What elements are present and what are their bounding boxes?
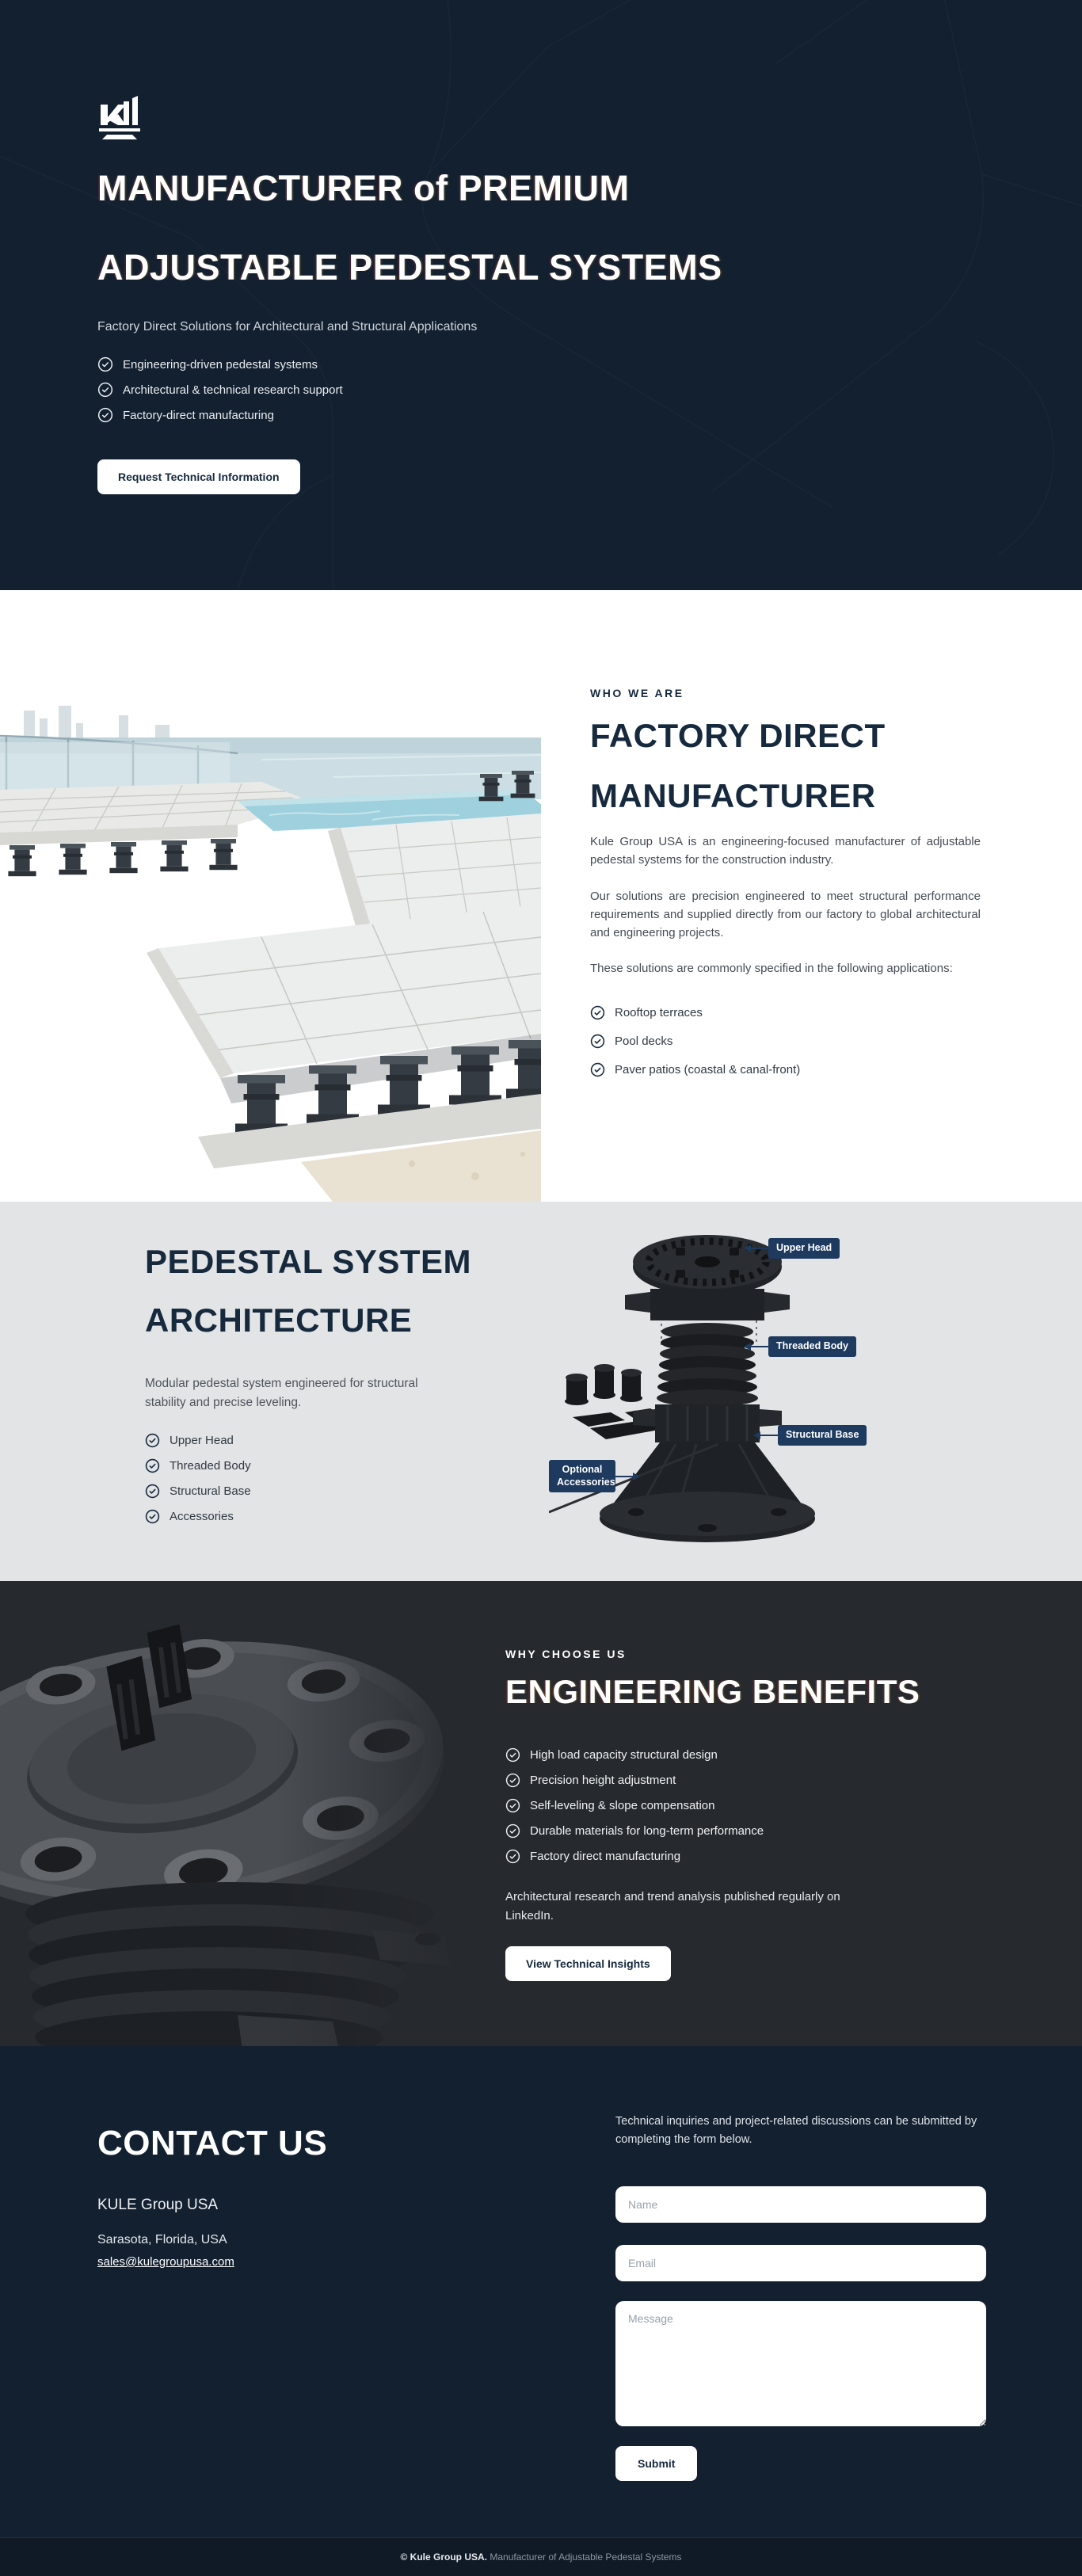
pedestal-photo — [0, 1581, 499, 2046]
benefits-content — [505, 1581, 981, 2046]
hero-subtitle: Factory Direct Solutions for Architectural and Structural Applications — [97, 320, 478, 333]
checklist-label: Structural Base — [170, 1484, 251, 1499]
check-circle-icon — [97, 382, 113, 398]
about-heading-line1: FACTORY DIRECT — [590, 717, 886, 754]
check-circle-icon — [145, 1509, 160, 1524]
arrow-left-icon — [744, 1244, 751, 1252]
checklist-label: High load capacity structural design — [530, 1748, 718, 1762]
request-technical-information-button[interactable]: Request Technical Information — [97, 459, 300, 494]
checklist-label: Upper Head — [170, 1434, 234, 1448]
hero-checklist — [97, 356, 985, 423]
architecture-checklist-item — [145, 1509, 509, 1524]
benefits-checklist-item — [505, 1823, 981, 1839]
checklist-label: Accessories — [170, 1510, 234, 1524]
architecture-heading-line1: PEDESTAL SYSTEM — [145, 1243, 472, 1280]
benefits-checklist-item — [505, 1773, 981, 1788]
checklist-label: Threaded Body — [170, 1459, 251, 1473]
checklist-label: Factory-direct manufacturing — [123, 408, 274, 422]
about-eyebrow: WHO WE ARE — [590, 687, 684, 699]
photo-fade-overlay — [275, 1581, 500, 2046]
company-name: KULE Group USA — [97, 2197, 219, 2213]
label-structural-base — [753, 1425, 867, 1446]
hero-checklist-item — [97, 407, 985, 423]
check-circle-icon — [145, 1433, 160, 1448]
about-section — [0, 590, 1082, 1202]
pedestal-diagram — [549, 1213, 937, 1569]
check-circle-icon — [505, 1798, 520, 1813]
benefits-checklist — [505, 1747, 981, 1864]
company-location: Sarasota, Florida, USA — [97, 2233, 227, 2246]
pedestal-diagram-image — [549, 1213, 937, 1569]
check-circle-icon — [97, 407, 113, 423]
footer-copyright — [401, 2551, 682, 2563]
benefits-checklist-item — [505, 1849, 981, 1864]
about-checklist-item — [590, 1034, 981, 1049]
checklist-label: Pool decks — [615, 1034, 673, 1048]
architecture-section — [0, 1202, 1082, 1581]
benefits-note: Architectural research and trend analysis published regularly on LinkedIn. — [505, 1890, 840, 1922]
check-circle-icon — [590, 1034, 605, 1049]
benefits-section — [0, 1581, 1082, 2046]
email-link[interactable]: sales@kulegroupusa.com — [97, 2255, 234, 2269]
about-paragraph: These solutions are commonly specified in the following applications: — [590, 962, 953, 976]
about-paragraph: Kule Group USA is an engineering-focused manufacturer of adjustable pedestal systems for the construction industry. — [590, 835, 981, 867]
hero-checklist-item — [97, 382, 985, 398]
check-circle-icon — [505, 1747, 520, 1762]
benefits-heading: ENGINEERING BENEFITS — [505, 1673, 920, 1710]
footer — [0, 2537, 1082, 2576]
check-circle-icon — [505, 1849, 520, 1864]
hero-headline-line2: ADJUSTABLE PEDESTAL SYSTEMS — [97, 247, 722, 288]
hero-headline-line1: MANUFACTURER of PREMIUM — [97, 168, 630, 208]
about-checklist-item — [590, 1062, 981, 1077]
hero-checklist-item — [97, 356, 985, 372]
upper-head-label: Upper Head — [768, 1238, 840, 1259]
email-input[interactable] — [615, 2245, 986, 2281]
contact-form — [615, 2046, 986, 2537]
checklist-label: Precision height adjustment — [530, 1774, 676, 1787]
check-circle-icon — [505, 1773, 520, 1788]
deck-illustration — [0, 590, 541, 1202]
checklist-label: Durable materials for long-term performance — [530, 1824, 764, 1838]
about-content — [590, 590, 981, 1202]
check-circle-icon — [145, 1458, 160, 1473]
contact-section — [0, 2046, 1082, 2537]
architecture-heading-line2: ARCHITECTURE — [145, 1301, 413, 1339]
benefits-checklist-item — [505, 1747, 981, 1762]
threaded-body-label: Threaded Body — [768, 1336, 856, 1357]
footer-copyright-rest: Manufacturer of Adjustable Pedestal Systems — [487, 2551, 682, 2563]
form-intro: Technical inquiries and project-related discussions can be submitted by completing the form below. — [615, 2115, 977, 2147]
footer-copyright-bold: © Kule Group USA. — [400, 2551, 488, 2563]
about-heading-line2: MANUFACTURER — [590, 777, 876, 814]
about-paragraph: Our solutions are precision engineered to meet structural performance requirements and supplied directly from our factory to global architectural and engineering projects. — [590, 889, 981, 939]
arrow-left-icon — [753, 1431, 760, 1439]
optional-accessories-label: Optional Accessories — [549, 1460, 615, 1492]
submit-button[interactable]: Submit — [615, 2446, 697, 2481]
architecture-checklist-item — [145, 1458, 509, 1473]
hero-section — [0, 0, 1082, 590]
check-circle-icon — [505, 1823, 520, 1839]
check-circle-icon — [145, 1484, 160, 1499]
arrow-left-icon — [744, 1343, 751, 1351]
benefits-eyebrow: WHY CHOOSE US — [505, 1648, 627, 1660]
architecture-checklist-item — [145, 1433, 509, 1448]
contact-heading: CONTACT US — [97, 2124, 328, 2163]
benefits-checklist-item — [505, 1798, 981, 1813]
checklist-label: Paver patios (coastal & canal-front) — [615, 1062, 801, 1077]
architecture-checklist-item — [145, 1484, 509, 1499]
architecture-description: Modular pedestal system engineered for structural stability and precise leveling. — [145, 1377, 418, 1410]
name-input[interactable] — [615, 2186, 986, 2223]
arrow-right-icon — [633, 1473, 640, 1480]
architecture-content — [145, 1202, 509, 1569]
checklist-label: Architectural & technical research support — [123, 383, 343, 397]
kule-logo — [97, 93, 145, 146]
check-circle-icon — [590, 1062, 605, 1077]
about-checklist — [590, 1005, 981, 1077]
message-textarea[interactable] — [615, 2301, 986, 2426]
label-upper-head — [744, 1238, 840, 1259]
checklist-label: Self-leveling & slope compensation — [530, 1799, 715, 1812]
architecture-checklist — [145, 1433, 509, 1524]
label-threaded-body — [744, 1336, 856, 1357]
checklist-label: Rooftop terraces — [615, 1005, 703, 1019]
about-checklist-item — [590, 1005, 981, 1020]
check-circle-icon — [590, 1005, 605, 1020]
structural-base-label: Structural Base — [778, 1425, 867, 1446]
view-technical-insights-button[interactable]: View Technical Insights — [505, 1946, 671, 1981]
check-circle-icon — [97, 356, 113, 372]
label-optional-accessories — [549, 1460, 640, 1492]
checklist-label: Engineering-driven pedestal systems — [123, 357, 318, 372]
contact-info — [97, 2046, 509, 2537]
checklist-label: Factory direct manufacturing — [530, 1850, 681, 1863]
